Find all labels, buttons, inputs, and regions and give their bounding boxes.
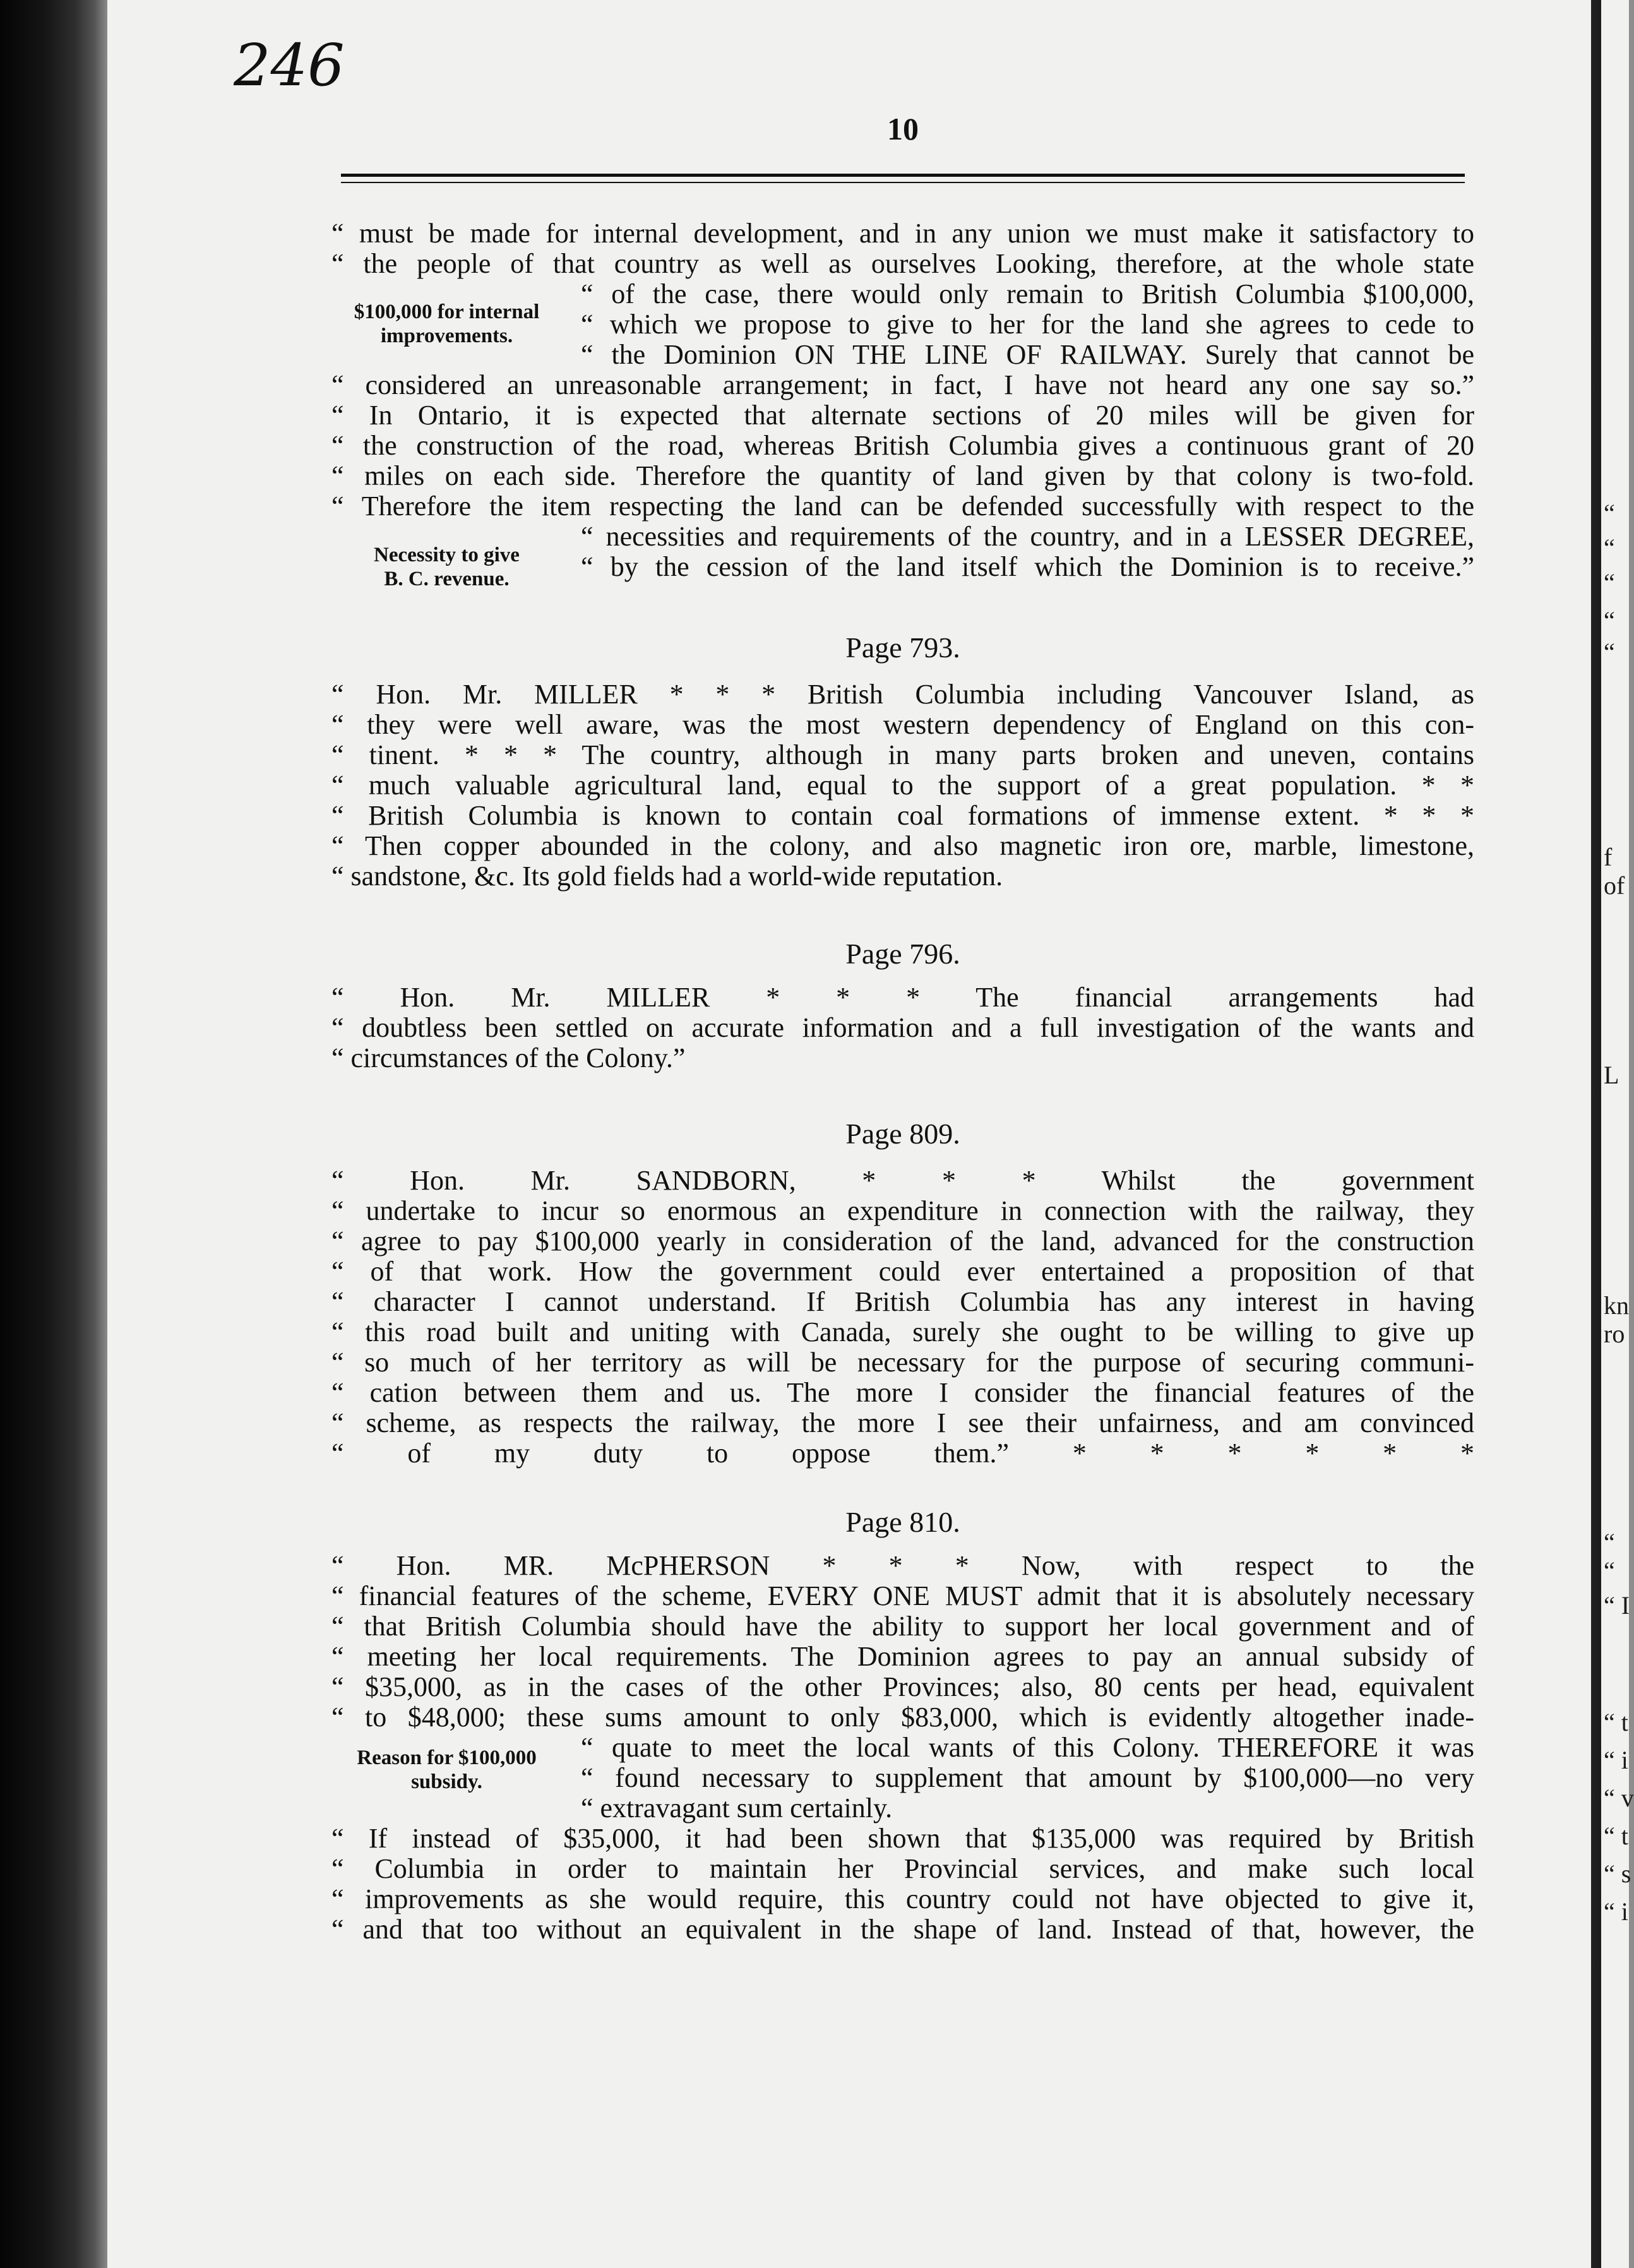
text-line: “ meeting her local requirements. The Dominion agrees to pay an annual subsidy of [331,1641,1474,1672]
margin-note-internal-improvements [328,300,565,348]
section-heading: Page 793. [845,631,960,664]
adjacent-page-fragment: “ [1604,1528,1615,1556]
adjacent-page-fragment: “ [1604,638,1615,666]
text-line: “ doubtless been settled on accurate information and a full investigation of the wants and [331,1012,1474,1043]
text-line: “ Hon. MR. McPHERSON * * * Now, with respect to the [331,1550,1474,1581]
text-line: “ so much of her territory as will be necessary for the purpose of securing communi- [331,1347,1474,1378]
margin-note-line: improvements. [380,325,513,347]
text-line: “ necessities and requirements of the country, and in a LESSER DEGREE, [581,521,1474,552]
adjacent-page-fragment: “ t [1604,1708,1628,1736]
margin-note-line: subsidy. [411,1770,482,1793]
header-rule-thin [341,182,1465,183]
text-line: “ by the cession of the land itself which the Dominion is to receive.” [581,551,1474,582]
text-line: “ Therefore the item respecting the land can be defended successfully with respect to the [331,491,1474,522]
text-line: “ scheme, as respects the railway, the more I see their unfairness, and am convinced [331,1407,1474,1438]
text-line: “ of that work. How the government could ever entertained a proposition of that [331,1256,1474,1287]
text-line: “ must be made for internal development, and in any union we must make it satisfactory to [331,218,1474,249]
adjacent-page-fragment: “ t [1604,1822,1628,1850]
text-line: “ the people of that country as well as ourselves Looking, therefore, at the whole state [331,248,1474,279]
text-line: “ and that too without an equivalent in the shape of land. Instead of that, however, the [331,1914,1474,1945]
text-line: “ Hon. Mr. SANDBORN, * * * Whilst the government [331,1165,1474,1196]
margin-note-revenue [328,543,565,591]
text-line: “ to $48,000; these sums amount to only $83,000, which is evidently altogether inade- [331,1702,1474,1733]
margin-note-line: B. C. revenue. [384,568,510,590]
text-line: “ the Dominion ON THE LINE OF RAILWAY. Surely that cannot be [581,339,1474,370]
adjacent-page-fragment: “ [1604,499,1615,527]
text-line: “ which we propose to give to her for the land she agrees to cede to [581,309,1474,340]
text-line: “ miles on each side. Therefore the quantity of land given by that colony is two-fold. [331,460,1474,491]
page-number: 10 [887,111,919,146]
adjacent-page-fragment: “ [1604,1556,1615,1585]
adjacent-page-fragment: “ s [1604,1859,1631,1888]
text-line: “ In Ontario, it is expected that alternate sections of 20 miles will be given for [331,400,1474,431]
adjacent-page-fragment: L [1604,1061,1619,1089]
text-line: “ undertake to incur so enormous an expenditure in connection with the railway, they [331,1195,1474,1226]
adjacent-page-fragment: “ [1604,606,1615,635]
header-rule-thick [341,174,1465,177]
text-line: “ found necessary to supplement that amount by $100,000—no very [581,1762,1474,1793]
text-line: “ extravagant sum certainly. [581,1793,893,1823]
adjacent-page-fragment: “ i [1604,1897,1628,1926]
adjacent-page-fragment: “ [1604,534,1615,562]
text-line: “ this road built and uniting with Canada, surely she ought to be willing to give up [331,1316,1474,1347]
section-heading: Page 796. [845,938,960,970]
text-line: “ Hon. Mr. MILLER * * * British Columbia including Vancouver Island, as [331,679,1474,710]
adjacent-page-fragment: “ [1604,568,1615,597]
margin-note-subsidy [328,1746,565,1794]
text-line: “ of the case, there would only remain to British Columbia $100,000, [581,278,1474,309]
margin-note-line: Necessity to give [374,544,520,566]
text-line: “ Then copper abounded in the colony, and also magnetic iron ore, marble, limestone, [331,830,1474,861]
handwritten-page-number: 246 [234,32,345,99]
adjacent-page-fragment: of [1604,871,1625,900]
text-line: “ agree to pay $100,000 yearly in consideration of the land, advanced for the construction [331,1226,1474,1256]
text-line: “ improvements as she would require, this country could not have objected to give it, [331,1883,1474,1914]
adjacent-page-fragment: “ v [1604,1784,1634,1812]
text-line: “ sandstone, &c. Its gold fields had a world-wide reputation. [331,861,1003,892]
text-line: “ of my duty to oppose them.” * * * * * * [331,1438,1474,1469]
adjacent-page-fragment: kn [1604,1291,1629,1320]
text-line: “ considered an unreasonable arrangement; in fact, I have not heard any one say so.” [331,369,1474,400]
text-line: “ If instead of $35,000, it had been shown that $135,000 was required by British [331,1823,1474,1854]
margin-note-line: Reason for $100,000 [357,1746,537,1769]
text-line: “ that British Columbia should have the ability to support her local government and of [331,1611,1474,1642]
text-line: “ cation between them and us. The more I consider the financial features of the [331,1377,1474,1408]
section-heading: Page 809. [845,1118,960,1150]
text-line: “ financial features of the scheme, EVERY ONE MUST admit that it is absolutely necessary [331,1580,1474,1611]
text-line: “ they were well aware, was the most western dependency of England on this con- [331,709,1474,740]
book-binding-shadow [0,0,107,2268]
text-line: “ tinent. * * * The country, although in many parts broken and uneven, contains [331,739,1474,770]
adjacent-page-edge [1601,0,1634,2268]
text-line: “ much valuable agricultural land, equal to the support of a great population. * * [331,770,1474,801]
text-line: “ circumstances of the Colony.” [331,1042,686,1073]
text-line: “ Columbia in order to maintain her Provincial services, and make such local [331,1853,1474,1884]
text-line: “ the construction of the road, whereas British Columbia gives a continuous grant of 20 [331,430,1474,461]
text-line: “ British Columbia is known to contain coal formations of immense extent. * * * [331,800,1474,831]
margin-note-line: $100,000 for internal [354,301,540,323]
adjacent-page-fragment: f [1604,843,1613,871]
adjacent-page-fragment: ro [1604,1320,1625,1348]
section-heading: Page 810. [845,1506,960,1538]
text-line: “ Hon. Mr. MILLER * * * The financial arrangements had [331,982,1474,1013]
adjacent-page-fragment: “ i [1604,1746,1628,1774]
text-line: “ character I cannot understand. If British Columbia has any interest in having [331,1286,1474,1317]
text-line: “ $35,000, as in the cases of the other Provinces; also, 80 cents per head, equivalent [331,1671,1474,1702]
text-line: “ quate to meet the local wants of this Colony. THEREFORE it was [581,1732,1474,1763]
adjacent-page-fragment: “ I [1604,1591,1630,1620]
